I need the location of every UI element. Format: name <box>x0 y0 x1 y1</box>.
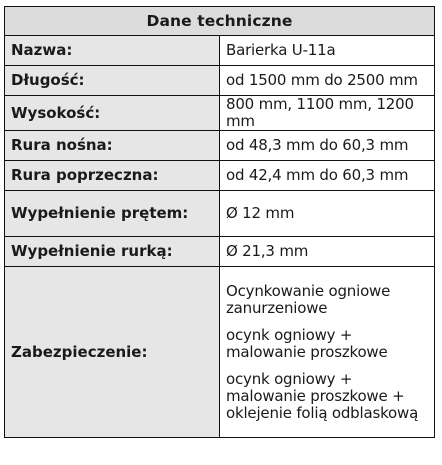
row-label-tube-fill: Wypełnienie rurką: <box>5 237 220 267</box>
row-label-protection: Zabezpieczenie: <box>5 267 220 438</box>
protection-option: ocynk ogniowy + malowanie proszkowe + oklejenie folią odblaskową <box>226 369 419 422</box>
table-row <box>5 131 435 161</box>
row-label-height: Wysokość: <box>5 96 220 131</box>
row-value-rod-fill: Ø 12 mm <box>220 191 435 237</box>
row-value-tube-fill: Ø 21,3 mm <box>220 237 435 267</box>
row-value-cross-pipe: od 42,4 mm do 60,3 mm <box>220 161 435 191</box>
table-header-row <box>5 7 435 36</box>
table-row <box>5 267 435 438</box>
table-title: Dane techniczne <box>5 7 435 36</box>
row-label-rod-fill: Wypełnienie prętem: <box>5 191 220 237</box>
protection-option: Ocynkowanie ogniowe zanurzeniowe <box>226 281 391 317</box>
row-label-name: Nazwa: <box>5 36 220 66</box>
protection-options <box>226 280 428 425</box>
table-row <box>5 237 435 267</box>
row-value-length: od 1500 mm do 2500 mm <box>220 66 435 96</box>
row-value-protection <box>220 267 435 438</box>
row-value-name: Barierka U-11a <box>220 36 435 66</box>
technical-data-table <box>4 6 435 438</box>
row-value-height: 800 mm, 1100 mm, 1200 mm <box>220 96 435 131</box>
row-label-cross-pipe: Rura poprzeczna: <box>5 161 220 191</box>
row-label-main-pipe: Rura nośna: <box>5 131 220 161</box>
row-value-main-pipe: od 48,3 mm do 60,3 mm <box>220 131 435 161</box>
row-label-length: Długość: <box>5 66 220 96</box>
table-row <box>5 36 435 66</box>
table-row <box>5 96 435 131</box>
table-row <box>5 66 435 96</box>
protection-option: ocynk ogniowy + malowanie proszkowe <box>226 325 388 361</box>
table-row <box>5 161 435 191</box>
table-row <box>5 191 435 237</box>
